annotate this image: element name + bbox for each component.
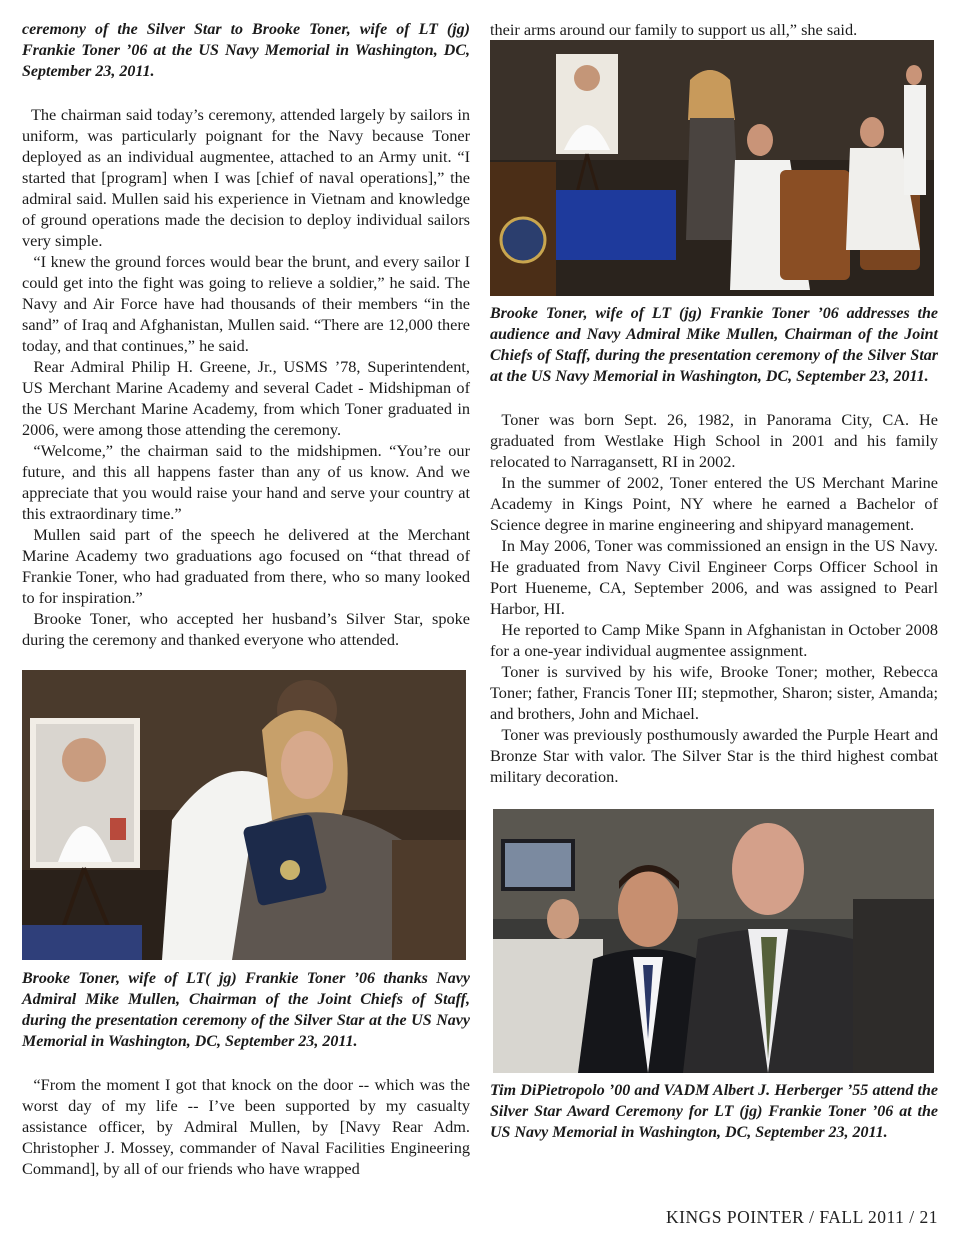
body-paragraph: Toner was previously posthumously awarded the Purple Heart and Bronze Star with valor. The Silver Star is the third highest combat military decoration. — [490, 725, 938, 786]
photo-dipietropolo-herberger — [493, 809, 934, 1073]
left-column — [22, 0, 470, 1179]
body-paragraph: He reported to Camp Mike Spann in Afghanistan in October 2008 for a one-year individual augmentee assignment. — [490, 620, 938, 660]
body-paragraph: Toner is survived by his wife, Brooke Toner; mother, Rebecca Toner; father, Francis Toner III; stepmother, Sharon; sister, Amanda; and brothers, John and Michael. — [490, 662, 938, 723]
photo-caption: Brooke Toner, wife of LT( jg) Frankie Toner ’06 thanks Navy Admiral Mike Mullen, Chairman of the Joint Chiefs of Staff, during the presentation ceremony of the Silver Star at the US Navy Memorial in Washington, DC, September 23, 2011. — [22, 970, 470, 1050]
photo-toner-addresses-audience — [490, 40, 934, 296]
body-paragraph: In the summer of 2002, Toner entered the US Merchant Marine Academy in Kings Point, NY where he earned a Bachelor of Science degree in marine engineering and shipyard management. — [490, 473, 938, 534]
right-column — [490, 0, 938, 1143]
body-paragraph: The chairman said today’s ceremony, attended largely by sailors in uniform, was particularly poignant for the Navy because Toner deployed as an individual augmentee, attached to an Army unit. “I started that [program] when I was [chief of naval operations],” the admiral said. Mullen said his experience in Vietnam and knowledge of ground operations made the decision to deploy individual sailors very simple. — [22, 105, 470, 250]
body-paragraph: Mullen said part of the speech he delivered at the Merchant Marine Academy two graduations ago focused on “that thread of Frankie Toner, who had graduated from there, who so many looked to for inspiration.” — [22, 525, 470, 607]
body-paragraph: Rear Admiral Philip H. Greene, Jr., USMS ’78, Superintendent, US Merchant Marine Academy and several Cadet - Midshipman of the US Merchant Marine Academy, from which Toner graduated in 2006, were among those attending the ceremony. — [22, 357, 470, 439]
photo-caption: Tim DiPietropolo ’00 and VADM Albert J. Herberger ’55 attend the Silver Star Award Ceremony for LT (jg) Frankie Toner ’06 at the US Navy Memorial in Washington, DC, September 23, 2011. — [490, 1082, 938, 1141]
photo-toner-thanks-mullen — [22, 670, 466, 960]
body-paragraph: Brooke Toner, who accepted her husband’s Silver Star, spoke during the ceremony and thanked everyone who attended. — [22, 609, 470, 649]
body-paragraph: “From the moment I got that knock on the door -- which was the worst day of my life -- I’ve been supported by my casualty assistance officer, by Admiral Mullen, by [Navy Rear Adm. Christopher J. Mossey, commander of Naval Facilities Engineering Command], by all of our friends who have wrapped — [22, 1075, 470, 1178]
body-paragraph: “Welcome,” the chairman said to the midshipmen. “You’re our future, and this all happens faster than any of us know. And we appreciate that you would raise your hand and serve your country at this extraordinary time.” — [22, 441, 470, 523]
body-paragraph: In May 2006, Toner was commissioned an ensign in the US Navy. He graduated from Navy Civil Engineer Corps Officer School in Port Hueneme, CA, September 2006, and was assigned to Pearl Harbor, HI. — [490, 536, 938, 618]
body-paragraph: Toner was born Sept. 26, 1982, in Panorama City, CA. He graduated from Westlake High School in 2001 and his family relocated to Narragansett, RI in 2002. — [490, 410, 938, 471]
page-footer: KINGS POINTER / FALL 2011 / 21 — [666, 1207, 938, 1227]
photo-caption: Brooke Toner, wife of LT (jg) Frankie Toner ’06 addresses the audience and Navy Admiral Mike Mullen, Chairman of the Joint Chiefs of Staff, during the presentation ceremony of the Silver Star at the US Navy Memorial in Washington, DC, September 23, 2011. — [490, 305, 938, 385]
body-paragraph: “I knew the ground forces would bear the brunt, and every sailor I could get into the fight was going to relieve a soldier,” he said. The Navy and Air Force have had thousands of their members “in the sand” of Iraq and Afghanistan, Mullen said. “There are 12,000 there today, and that continues,” he said. — [22, 252, 470, 355]
continued-caption: ceremony of the Silver Star to Brooke Toner, wife of LT (jg) Frankie Toner ’06 at the US Navy Memorial in Washington, DC, September 23, 2011. — [22, 21, 470, 80]
continued-line: their arms around our family to support us all,” she said. — [490, 20, 858, 39]
